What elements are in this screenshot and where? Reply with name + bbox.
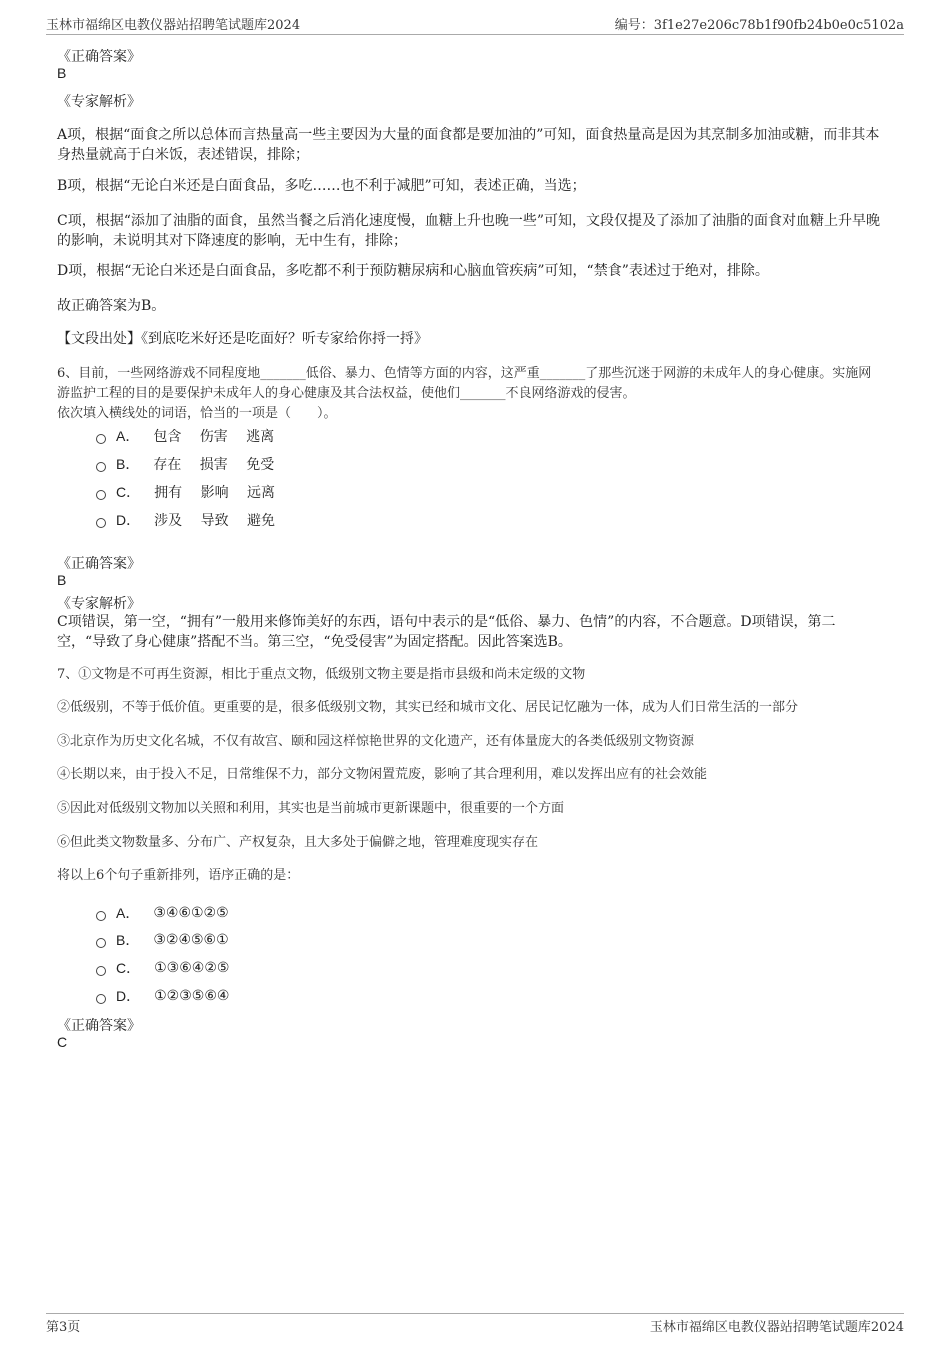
option-letter: B． — [116, 932, 140, 948]
page-header — [46, 14, 904, 35]
q7-option-b[interactable] — [96, 930, 229, 950]
option-text: 包含 伤害 逃离 — [153, 429, 275, 445]
prev-analysis-b: B项，根据“无论白米还是白面食品，多吃……也不利于减肥”可知，表述正确，当选； — [57, 178, 586, 194]
radio-icon[interactable] — [96, 518, 106, 528]
page-footer — [46, 1313, 904, 1334]
q7-sentence-3: ③北京作为历史文化名城，不仅有故宫、颐和园这样惊艳世界的文化遗产，还有体量庞大的各类低级别文物资源 — [57, 734, 695, 749]
q6-option-c[interactable] — [96, 482, 275, 502]
q7-option-d[interactable] — [96, 986, 229, 1006]
option-letter: A． — [116, 905, 140, 921]
q7-option-a[interactable] — [96, 903, 229, 923]
prev-conclusion: 故正确答案为B。 — [57, 298, 166, 314]
option-letter: C． — [116, 484, 141, 500]
prev-analysis-c: C项，根据“添加了油脂的面食，虽然当餐之后消化速度慢，血糖上升也晚一些”可知，文段仅提及了添加了油脂的面食对血糖上升早晚的影响，未说明其对下降速度的影响，无中生有，排除； — [57, 213, 881, 249]
radio-icon[interactable] — [96, 994, 106, 1004]
option-text: 拥有 影响 远离 — [154, 485, 276, 501]
q6-stem: 6、目前，一些网络游戏不同程度地_______低俗、暴力、色情等方面的内容，这严重_______了那些沉迷于网游的未成年人的身心健康。实施网游监护工程的目的是要保护未成年人的身心健康及其合法权益，使他们_______不良网络游戏的侵害。 — [57, 366, 872, 401]
option-text: ①②③⑤⑥④ — [154, 988, 230, 1004]
option-letter: A． — [116, 428, 140, 444]
prev-analysis-d: D项，根据“无论白米还是白面食品，多吃都不利于预防糖尿病和心脑血管疾病”可知，“禁食”表述过于绝对，排除。 — [57, 263, 769, 279]
prev-answer: B — [57, 65, 67, 81]
q7-instruction: 将以上6个句子重新排列，语序正确的是： — [57, 868, 300, 883]
header-title: 玉林市福绵区电教仪器站招聘笔试题库2024 — [46, 17, 301, 33]
radio-icon[interactable] — [96, 490, 106, 500]
q7-answer-label: 《正确答案》 — [57, 1018, 141, 1034]
q7-sentence-6: ⑥但此类文物数量多、分布广、产权复杂，且大多处于偏僻之地，管理难度现实存在 — [57, 835, 539, 850]
q7-sentence-4: ④长期以来，由于投入不足，日常维保不力，部分文物闲置荒废，影响了其合理利用，难以发挥出应有的社会效能 — [57, 767, 708, 782]
prev-source: 【文段出处】《到底吃米好还是吃面好？听专家给你捋一捋》 — [57, 331, 428, 347]
option-text: ③④⑥①②⑤ — [153, 905, 229, 921]
q7-sentence-2: ②低级别，不等于低价值。更重要的是，很多低级别文物，其实已经和城市文化、居民记忆融为一体，成为人们日常生活的一部分 — [57, 700, 799, 715]
q6-answer: B — [57, 572, 67, 588]
option-letter: C． — [116, 960, 141, 976]
q6-option-a[interactable] — [96, 426, 274, 446]
q7-option-c[interactable] — [96, 958, 229, 978]
radio-icon[interactable] — [96, 938, 106, 948]
q6-analysis-label: 《专家解析》 — [57, 596, 141, 612]
q6-instruction: 依次填入横线处的词语，恰当的一项是（ ）。 — [57, 406, 337, 421]
document-code: 编号：3f1e27e206c78b1f90fb24b0e0c5102a — [614, 17, 904, 33]
q6-option-d[interactable] — [96, 510, 275, 530]
prev-analysis-a: A项，根据“面食之所以总体而言热量高一些主要因为大量的面食都是要加油的”可知，面食热量高是因为其烹制多加油或糖，而非其本身热量就高于白米饭，表述错误，排除； — [57, 127, 880, 163]
radio-icon[interactable] — [96, 966, 106, 976]
q7-sentence-5: ⑤因此对低级别文物加以关照和利用，其实也是当前城市更新课题中，很重要的一个方面 — [57, 801, 565, 816]
q7-answer: C — [57, 1034, 68, 1050]
option-letter: B． — [116, 456, 140, 472]
option-text: ③②④⑤⑥① — [153, 932, 229, 948]
prev-answer-label: 《正确答案》 — [57, 49, 141, 65]
q6-answer-label: 《正确答案》 — [57, 556, 141, 572]
option-text: 存在 损害 免受 — [153, 457, 275, 473]
page-number: 第3页 — [46, 1319, 81, 1335]
q6-option-b[interactable] — [96, 454, 274, 474]
radio-icon[interactable] — [96, 434, 106, 444]
footer-title: 玉林市福绵区电教仪器站招聘笔试题库2024 — [649, 1319, 904, 1335]
q6-analysis: C项错误，第一空，“拥有”一般用来修饰美好的东西，语句中表示的是“低俗、暴力、色情”的内容，不合题意。D项错误，第二空，“导致了身心健康”搭配不当。第三空，“免受侵害”为固定搭配。因此答案选B。 — [57, 614, 836, 650]
q7-sentence-1: 7、①文物是不可再生资源，相比于重点文物，低级别文物主要是指市县级和尚未定级的文物 — [57, 667, 586, 682]
radio-icon[interactable] — [96, 462, 106, 472]
option-text: ①③⑥④②⑤ — [154, 960, 230, 976]
option-text: 涉及 导致 避免 — [154, 513, 276, 529]
option-letter: D． — [116, 512, 141, 528]
prev-analysis-label: 《专家解析》 — [57, 94, 141, 110]
option-letter: D． — [116, 988, 141, 1004]
radio-icon[interactable] — [96, 911, 106, 921]
